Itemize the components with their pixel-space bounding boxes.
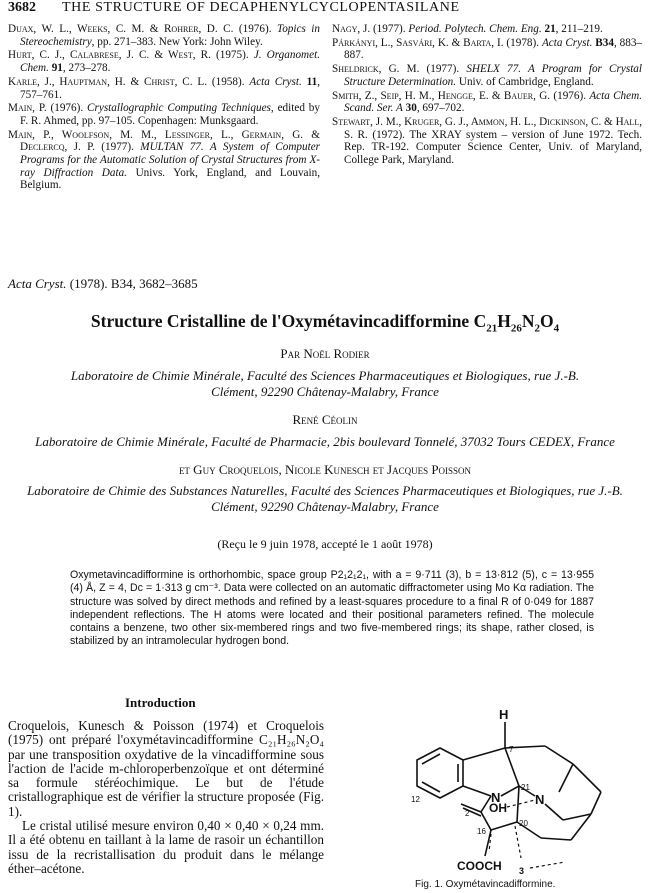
affiliation-2: Laboratoire de Chimie Minérale, Faculté de Pharmacie, 2bis boulevard Tonnelé, 37032 Tours CEDEX, France bbox=[35, 434, 615, 449]
reference: Smith, Z., Seip, H. M., Hengge, E. & Bauer, G. (1976). Acta Chem. Scand. Ser. A 30, 697–702. bbox=[332, 89, 642, 115]
introduction-body bbox=[8, 719, 324, 876]
atom-label: 20 bbox=[519, 819, 528, 828]
introduction-paragraph: Le cristal utilisé mesure environ 0,40 × 0,40 × 0,24 mm. Il a été obtenu en taillant à la lame de rasoir un échantillon issu de la recristallisation du produit dans le mélange éther–acétone. bbox=[8, 818, 324, 876]
structure-figure bbox=[395, 708, 625, 876]
bond bbox=[541, 838, 571, 840]
atom-label: 12 bbox=[411, 795, 420, 804]
author-3: et Guy Croquelois, Nicole Kunesch et Jacques Poisson bbox=[178, 462, 472, 477]
author-2: René Céolin bbox=[292, 412, 358, 427]
running-head bbox=[8, 0, 644, 18]
atom-label: 7 bbox=[509, 745, 514, 754]
benzene-ring bbox=[417, 748, 463, 798]
article-title: Structure Cristalline de l'Oxymétavincadifformine $C_{21}H_{26}N_2O_4$ bbox=[90, 311, 560, 335]
affiliation-1: Laboratoire de Chimie Minérale, Faculté des Sciences Pharmaceutiques et Biologiques, rue J.-B. Clément, 92290 Châtenay-Malabry, France bbox=[70, 368, 580, 399]
abstract: Oxymetavincadifformine is orthorhombic, space group P2₁2₁2₁, with a = 9·711 (3), b = 13·812 (5), c = 13·955 (4) Å, Z = 4, Dc = 1·313 g cm⁻³. Data were collected on an automatic diffractometer using Mo Kα radiation. The structure was solved by direct methods and refined by a least-squares procedure to a final R of 0·049 for 1887 independent reflections. The H atoms were located and their positional parameters refined. The molecule contains a benzene, two other six-membered rings and two five-membered rings; its shape, rather closed, is stabilized by an intramolecular hydrogen bond. bbox=[70, 569, 594, 648]
bond bbox=[545, 746, 573, 764]
bond bbox=[545, 804, 563, 820]
bond bbox=[559, 764, 573, 792]
atom-label: 3 bbox=[519, 866, 525, 876]
atom-label: 21 bbox=[521, 783, 530, 792]
atom-label: N bbox=[535, 792, 545, 807]
atom-label: H bbox=[499, 708, 509, 722]
introduction-heading: Introduction bbox=[125, 695, 196, 710]
bond bbox=[501, 786, 519, 796]
reference: Main, P. (1976). Crystallographic Computing Techniques, edited by F. R. Ahmed, pp. 97–105. Copenhagen: Munksgaard. bbox=[8, 102, 320, 127]
atom-label: OH bbox=[489, 801, 507, 815]
bond bbox=[573, 764, 601, 792]
reference: Hurt, C. J., Calabrese, J. C. & West, R. (1975). J. Organomet. Chem. 91, 273–278. bbox=[8, 49, 320, 75]
reference: Karle, J., Hauptman, H. & Christ, C. L. (1958). Acta Cryst. 11, 757–761. bbox=[8, 75, 321, 101]
stereo-bond bbox=[530, 862, 565, 868]
atom-label: 2 bbox=[465, 809, 470, 818]
atom-label: N bbox=[491, 790, 501, 805]
introduction-paragraph: Croquelois, Kunesch & Poisson (1974) et Croquelois (1975) ont préparé l'oxymétavincadifformine C₂₁H₂₆N₂O₄ par une transposition oxydative de la vincadifformine sous l'action de l'acide m-chloroperbenzoïque et ont déterminé sa formule stéréochimique. Le but de l'étude cristallographique est de vérifier la structure proposée (Fig. 1). bbox=[8, 718, 324, 819]
reference: Duax, W. L., Weeks, C. M. & Rohrer, D. C. (1976). Topics in Stereochemistry, pp. 271–383. New York: John Wiley. bbox=[8, 23, 321, 48]
figure-caption: Fig. 1. Oxymétavincadifformine. bbox=[415, 879, 556, 890]
bond bbox=[591, 792, 601, 814]
references-right-column bbox=[332, 23, 642, 168]
atom-label: COOCH bbox=[457, 859, 502, 873]
bond bbox=[491, 822, 517, 830]
stereo-bond bbox=[515, 826, 521, 858]
reference: Nagy, J. (1977). Period. Polytech. Chem. Eng. 21, 211–219. bbox=[332, 23, 603, 35]
running-title: THE STRUCTURE OF DECAPHENYLCYCLOPENTASILANE bbox=[62, 0, 460, 15]
reference: Main, P., Woolfson, M. M., Lessinger, L., Germain, G. & Declercq, J. P. (1977). MULTAN 77. A System of Computer Programs for the Automatic Solution of Crystal Structures from X-ray Diffraction Data. Univs. York, England, and Louvain, Belgium. bbox=[8, 128, 321, 192]
reference: Stewart, J. M., Kruger, G. J., Ammon, H. L., Dickinson, C. & Hall, S. R. (1972). The XRAY system – version of June 1972. Tech. Rep. TR-192. Computer Science Center, Univ. of Maryland, College Park, Maryland. bbox=[332, 115, 642, 167]
received-dates: (Reçu le 9 juin 1978, accepté le 1 août 1978) bbox=[217, 537, 433, 551]
author-1: Par Noël Rodier bbox=[280, 346, 370, 361]
bond bbox=[463, 786, 491, 796]
atom-label: 16 bbox=[477, 827, 486, 836]
reference: Sheldrick, G. M. (1977). SHELX 77. A Program for Crystal Structure Determination. Univ. of Cambridge, England. bbox=[332, 63, 643, 88]
references-left-column bbox=[8, 23, 320, 193]
page-number: 3682 bbox=[8, 0, 36, 15]
hydrogen-bond bbox=[507, 800, 535, 807]
affiliation-3: Laboratoire de Chimie des Substances Naturelles, Faculté des Sciences Pharmaceutiques et Biologiques, rue J.-B. Clément, 92290 Châtenay-Malabry, France bbox=[27, 483, 623, 514]
reference: Párkányi, L., Sasvári, K. & Barta, I. (1978). Acta Cryst. B34, 883–887. bbox=[332, 36, 643, 62]
bond bbox=[463, 748, 505, 760]
article-citation: Acta Cryst. (1978). B34, 3682–3685 bbox=[8, 276, 198, 291]
